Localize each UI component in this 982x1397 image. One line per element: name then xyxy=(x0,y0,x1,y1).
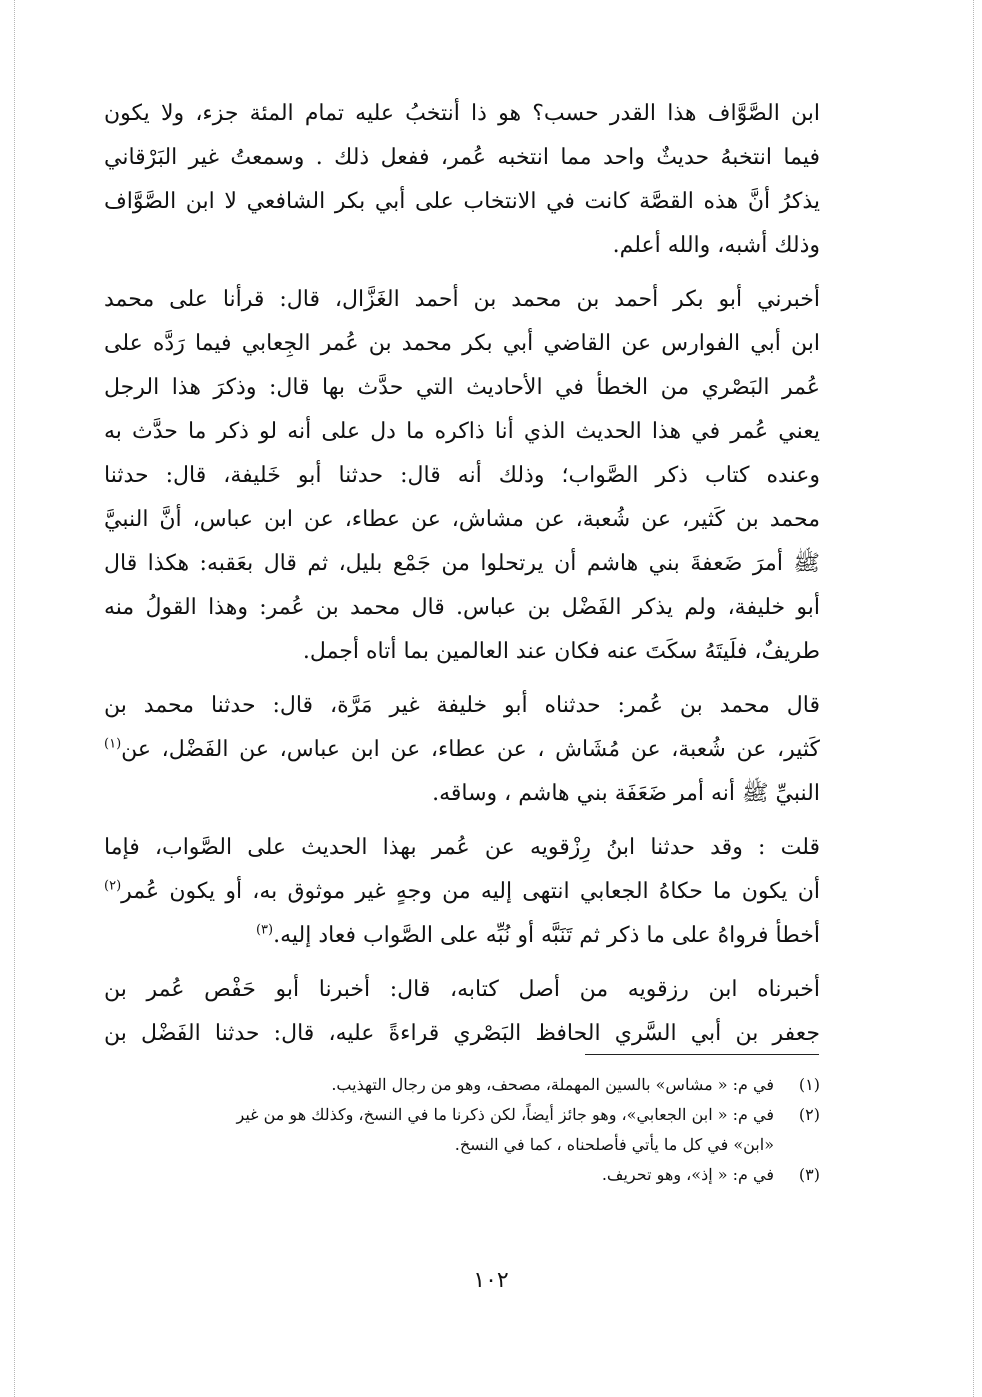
footnote-3 xyxy=(104,1160,820,1190)
text-segment: كَثير، عن شُعبة، عن مُشَاش ، عن عطاء، عن ابن عباس، عن الفَضْل، عن xyxy=(121,737,820,762)
footnote-number: (١) xyxy=(798,1075,820,1094)
text-line xyxy=(104,728,820,772)
text-line: قلت : وقد حدثنا ابنُ رِزْقويه عن عُمر بهذا الحديث على الصَّواب، فإما xyxy=(104,835,820,860)
text-line: قال محمد بن عُمر: حدثناه أبو خليفة غير مَرَّة، قال: حدثنا محمد بن xyxy=(104,693,820,718)
footnotes xyxy=(104,1070,820,1190)
footnote-ref-3[interactable]: (٣) xyxy=(255,922,274,938)
text-line: يعني عُمر في هذا الحديث الذي أنا ذاكره ما دل على أنه لو ذكر ما حدَّث به xyxy=(104,419,820,444)
text-line: فيما انتخبهُ حديثٌ واحد مما انتخبه عُمر، ففعل ذلك . وسمعتُ غير البَرْقاني xyxy=(104,145,820,170)
footnote-separator xyxy=(585,1054,819,1055)
text-line: النبيِّ ﷺ أنه أمر ضَعَفَة بني هاشم ، وساقه. xyxy=(432,781,820,806)
footnote-ref-2[interactable]: (٢) xyxy=(104,878,122,894)
text-line xyxy=(104,914,820,958)
text-line: أخبرناه ابن رزقويه من أصل كتابه، قال: أخبرنا أبو حَفْص عُمر بن xyxy=(104,977,820,1002)
text-line: ﷺ أمرَ ضَعفةَ بني هاشم أن يرتحلوا من جَمْع بليل، ثم قال بعَقبه: هكذا قال xyxy=(104,551,820,576)
paragraph-3 xyxy=(104,684,820,816)
footnote-text: «ابن» في كل ما يأتي فأصلحناه ، كما في النسخ. xyxy=(454,1135,774,1154)
text-line: أبو خليفة، ولم يذكر الفَضْل بن عباس. قال محمد بن عُمر: وهذا القولُ منه xyxy=(104,595,820,620)
paragraph-2 xyxy=(104,278,820,674)
paragraph-4 xyxy=(104,826,820,958)
left-edge-dots xyxy=(14,0,15,1397)
footnote-1 xyxy=(104,1070,820,1100)
text-line: جعفر بن أبي السَّري الحافظ البَصْري قراءةً عليه، قال: حدثنا الفَضْل بن xyxy=(104,1021,820,1046)
paragraph-1 xyxy=(104,92,820,268)
text-line: عُمر البَصْري من الخطأ في الأحاديث التي حدَّث بها قال: وذكرَ هذا الرجل xyxy=(104,375,820,400)
text-line: محمد بن كَثير، عن شُعبة، عن مشاش، عن عطاء، عن ابن عباس، أنَّ النبيَّ xyxy=(104,507,820,532)
text-segment: أن يكون ما حكاهُ الجعابي انتهى إليه من وجهٍ غير موثوق به، أو يكون عُمر xyxy=(121,879,820,904)
page-number: ١٠٢ xyxy=(473,1268,509,1293)
text-line: يذكرُ أنَّ هذه القصَّة كانت في الانتخاب على أبي بكر الشافعي لا ابن الصَّوَّاف xyxy=(104,189,820,214)
text-line: ابن أبي الفوارس عن القاضي أبي بكر محمد بن عُمر الجِعابي فيما رَدَّه على xyxy=(104,331,820,356)
text-line: أخبرني أبو بكر أحمد بن محمد بن أحمد الغَزَّال، قال: قرأنا على محمد xyxy=(104,287,820,312)
text-line: ابن الصَّوَّاف هذا القدر حسب؟ هو ذا أنتخبُ عليه تمام المئة جزء، ولا يكون xyxy=(104,101,820,126)
text-segment: أخطأ فرواهُ على ما ذكر ثم تَنَبَّه أو نُبِّه على الصَّواب فعاد إليه. xyxy=(273,923,820,948)
text-line: وعنده كتاب ذكر الصَّواب؛ وذلك أنه قال: حدثنا أبو خَليفة، قال: حدثنا xyxy=(104,463,820,488)
text-line: وذلك أشبه، والله أعلم. xyxy=(612,233,820,258)
footnote-text: في م: « ابن الجعابي»، وهو جائز أيضاً، لكن ذكرنا ما في النسخ، وكذلك هو من غير xyxy=(236,1105,774,1124)
footnote-text: في م: « مشاس» بالسين المهملة، مصحف، وهو من رجال التهذيب. xyxy=(331,1075,774,1094)
footnote-ref-1[interactable]: (١) xyxy=(104,736,122,752)
footnote-2-continued xyxy=(104,1130,820,1160)
main-text xyxy=(104,92,820,1056)
footnote-number: (٢) xyxy=(798,1105,820,1124)
text-line: طريفٌ، فلَيتَهُ سكَتَ عنه فكان عند العالمين بما أتاه أجمل. xyxy=(302,639,820,664)
right-edge-dots xyxy=(973,0,974,1397)
footnote-2 xyxy=(104,1100,820,1130)
text-line xyxy=(104,870,820,914)
footnote-text: في م: « إذ»، وهو تحريف. xyxy=(601,1165,774,1184)
footnote-number: (٣) xyxy=(798,1165,820,1184)
paragraph-5 xyxy=(104,968,820,1056)
